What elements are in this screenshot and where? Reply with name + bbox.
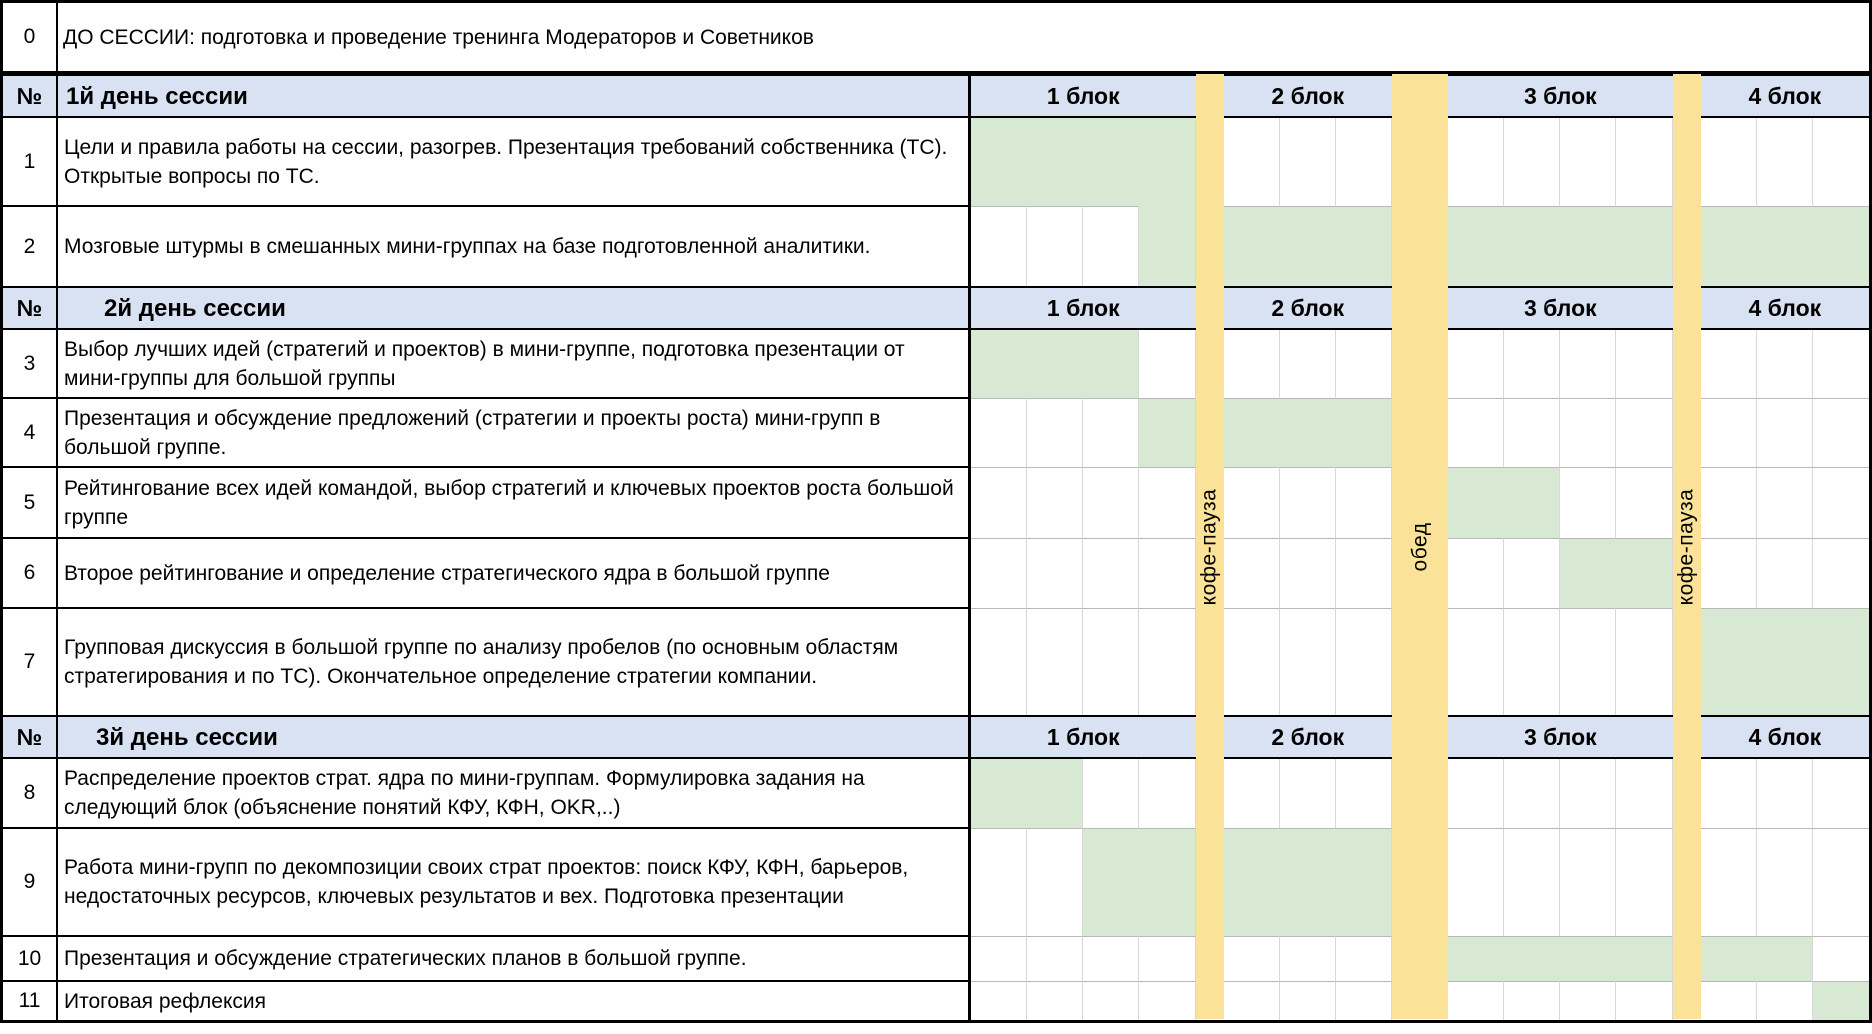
task-number: 6: [3, 539, 58, 609]
empty-slot: [1336, 539, 1392, 609]
empty-slot: [1757, 468, 1813, 539]
task-number: 4: [3, 399, 58, 468]
empty-slot: [1336, 759, 1392, 829]
day-title: 3й день сессии: [58, 717, 971, 757]
task-number: 7: [3, 609, 58, 715]
scheduled-slot: [1336, 207, 1392, 286]
task-description: Мозговые штурмы в смешанных мини-группах на базе подготовленной аналитики.: [58, 207, 971, 286]
scheduled-slot: [1139, 118, 1195, 207]
empty-slot: [1701, 539, 1757, 609]
empty-slot: [1560, 759, 1616, 829]
coffee-break-column-2: [1673, 74, 1701, 1019]
empty-slot: [1757, 982, 1813, 1020]
empty-slot: [1139, 330, 1195, 399]
scheduled-slot: [1504, 937, 1560, 982]
scheduled-slot: [1083, 330, 1139, 399]
empty-slot: [1027, 207, 1083, 286]
scheduled-slot: [1757, 609, 1813, 715]
task-description: Презентация и обсуждение предложений (стратегии и проекты роста) мини-групп в большой группе.: [58, 399, 971, 468]
empty-slot: [1560, 468, 1616, 539]
empty-slot: [971, 829, 1027, 937]
task-description: Презентация и обсуждение стратегических планов в большой группе.: [58, 937, 971, 982]
empty-slot: [1757, 539, 1813, 609]
empty-slot: [1701, 982, 1757, 1020]
empty-slot: [1560, 982, 1616, 1020]
scheduled-slot: [1448, 468, 1504, 539]
empty-slot: [1280, 539, 1336, 609]
block-header: 1 блок: [1046, 82, 1120, 109]
task-row: [3, 829, 1869, 937]
empty-slot: [1757, 399, 1813, 468]
task-number: 9: [3, 829, 58, 937]
empty-slot: [1504, 399, 1560, 468]
block-header: 4 блок: [1748, 723, 1822, 750]
scheduled-slot: [1139, 829, 1195, 937]
block-header: 2 блок: [1271, 82, 1345, 109]
empty-slot: [971, 609, 1027, 715]
task-number: 3: [3, 330, 58, 399]
block-header: 1 блок: [1046, 723, 1120, 750]
empty-slot: [1504, 118, 1560, 207]
task-number: 5: [3, 468, 58, 539]
row-number: 0: [3, 3, 58, 71]
task-row: [3, 982, 1869, 1020]
empty-slot: [1616, 399, 1672, 468]
task-row: [3, 330, 1869, 399]
task-description: Выбор лучших идей (стратегий и проектов) в мини-группе, подготовка презентации от мини-группы для большой группы: [58, 330, 971, 399]
empty-slot: [1336, 118, 1392, 207]
empty-slot: [1280, 118, 1336, 207]
scheduled-slot: [1757, 207, 1813, 286]
empty-slot: [1813, 539, 1869, 609]
empty-slot: [1757, 118, 1813, 207]
task-number: 11: [3, 982, 58, 1020]
empty-slot: [1083, 982, 1139, 1020]
empty-slot: [1448, 759, 1504, 829]
empty-slot: [1139, 982, 1195, 1020]
scheduled-slot: [1083, 829, 1139, 937]
scheduled-slot: [1224, 399, 1280, 468]
empty-slot: [1224, 982, 1280, 1020]
empty-slot: [1083, 207, 1139, 286]
empty-slot: [1757, 330, 1813, 399]
empty-slot: [971, 982, 1027, 1020]
empty-slot: [1448, 982, 1504, 1020]
scheduled-slot: [1336, 399, 1392, 468]
pre-session-row: [3, 3, 1869, 74]
empty-slot: [1448, 829, 1504, 937]
scheduled-slot: [1224, 829, 1280, 937]
scheduled-slot: [1336, 829, 1392, 937]
empty-slot: [1280, 609, 1336, 715]
empty-slot: [1616, 118, 1672, 207]
scheduled-slot: [1139, 207, 1195, 286]
empty-slot: [1224, 118, 1280, 207]
task-row: [3, 399, 1869, 468]
empty-slot: [1701, 759, 1757, 829]
empty-slot: [1560, 829, 1616, 937]
coffee-break-label: кофе-пауза: [1674, 488, 1698, 605]
empty-slot: [1504, 539, 1560, 609]
empty-slot: [1448, 118, 1504, 207]
scheduled-slot: [1083, 118, 1139, 207]
coffee-break-column-1: [1196, 74, 1224, 1019]
block-header: 2 блок: [1271, 723, 1345, 750]
task-description: Цели и правила работы на сессии, разогрев. Презентация требований собственника (ТС). Открытые вопросы по ТС.: [58, 118, 971, 207]
scheduled-slot: [1504, 468, 1560, 539]
empty-slot: [1224, 330, 1280, 399]
empty-slot: [1224, 468, 1280, 539]
coffee-break-label: кофе-пауза: [1197, 488, 1221, 605]
empty-slot: [1280, 759, 1336, 829]
task-row: [3, 207, 1869, 286]
empty-slot: [1083, 539, 1139, 609]
scheduled-slot: [1701, 937, 1757, 982]
num-column-header: №: [3, 717, 58, 757]
block-header: 3 блок: [1523, 723, 1597, 750]
scheduled-slot: [1139, 399, 1195, 468]
scheduled-slot: [1560, 539, 1616, 609]
day-header: [3, 74, 1869, 118]
empty-slot: [1336, 937, 1392, 982]
empty-slot: [1224, 937, 1280, 982]
empty-slot: [1139, 937, 1195, 982]
empty-slot: [1027, 399, 1083, 468]
empty-slot: [1027, 468, 1083, 539]
empty-slot: [1336, 609, 1392, 715]
empty-slot: [1701, 330, 1757, 399]
task-description: Рейтингование всех идей командой, выбор стратегий и ключевых проектов роста большой группе: [58, 468, 971, 539]
task-row: [3, 468, 1869, 539]
empty-slot: [1027, 982, 1083, 1020]
day-title: 1й день сессии: [58, 76, 971, 116]
empty-slot: [971, 468, 1027, 539]
empty-slot: [1280, 330, 1336, 399]
empty-slot: [1560, 330, 1616, 399]
block-header: 3 блок: [1523, 294, 1597, 321]
scheduled-slot: [1448, 207, 1504, 286]
empty-slot: [1813, 829, 1869, 937]
empty-slot: [1224, 609, 1280, 715]
lunch-label: обед: [1408, 522, 1432, 571]
empty-slot: [1139, 609, 1195, 715]
scheduled-slot: [1504, 207, 1560, 286]
scheduled-slot: [1224, 207, 1280, 286]
empty-slot: [1813, 399, 1869, 468]
scheduled-slot: [1027, 118, 1083, 207]
empty-slot: [1813, 759, 1869, 829]
empty-slot: [1701, 468, 1757, 539]
scheduled-slot: [1813, 609, 1869, 715]
day-header: [3, 286, 1869, 330]
scheduled-slot: [1027, 759, 1083, 829]
empty-slot: [1280, 468, 1336, 539]
empty-slot: [1701, 118, 1757, 207]
task-number: 1: [3, 118, 58, 207]
empty-slot: [1027, 829, 1083, 937]
empty-slot: [1616, 982, 1672, 1020]
empty-slot: [1083, 399, 1139, 468]
empty-slot: [1504, 759, 1560, 829]
task-number: 10: [3, 937, 58, 982]
lunch-column: [1392, 74, 1448, 1019]
empty-slot: [1504, 609, 1560, 715]
pre-session-note: ДО СЕССИИ: подготовка и проведение тренинга Модераторов и Советников: [63, 25, 814, 49]
empty-slot: [1616, 609, 1672, 715]
task-description: Групповая дискуссия в большой группе по анализу пробелов (по основным областям стратегирования и по ТС). Окончательное определение стратегии компании.: [58, 609, 971, 715]
scheduled-slot: [1813, 207, 1869, 286]
empty-slot: [1224, 759, 1280, 829]
empty-slot: [1083, 609, 1139, 715]
task-row: [3, 759, 1869, 829]
task-row: [3, 609, 1869, 715]
scheduled-slot: [971, 118, 1027, 207]
empty-slot: [1448, 330, 1504, 399]
block-header: 4 блок: [1748, 294, 1822, 321]
empty-slot: [1083, 759, 1139, 829]
empty-slot: [1027, 937, 1083, 982]
empty-slot: [1560, 118, 1616, 207]
empty-slot: [1813, 118, 1869, 207]
empty-slot: [1280, 982, 1336, 1020]
empty-slot: [1083, 937, 1139, 982]
empty-slot: [1504, 829, 1560, 937]
empty-slot: [1616, 829, 1672, 937]
scheduled-slot: [971, 330, 1027, 399]
task-row: [3, 539, 1869, 609]
empty-slot: [971, 399, 1027, 468]
empty-slot: [1560, 609, 1616, 715]
scheduled-slot: [1280, 399, 1336, 468]
empty-slot: [1448, 539, 1504, 609]
scheduled-slot: [1560, 207, 1616, 286]
scheduled-slot: [1280, 829, 1336, 937]
empty-slot: [1813, 330, 1869, 399]
num-column-header: №: [3, 288, 58, 328]
task-description: Второе рейтингование и определение стратегического ядра в большой группе: [58, 539, 971, 609]
scheduled-slot: [1027, 330, 1083, 399]
empty-slot: [1757, 829, 1813, 937]
block-header: 4 блок: [1748, 82, 1822, 109]
scheduled-slot: [1616, 539, 1672, 609]
empty-slot: [1757, 759, 1813, 829]
empty-slot: [1616, 330, 1672, 399]
scheduled-slot: [1448, 937, 1504, 982]
block-header: 1 блок: [1046, 294, 1120, 321]
task-number: 2: [3, 207, 58, 286]
day-title: 2й день сессии: [58, 288, 971, 328]
empty-slot: [971, 937, 1027, 982]
empty-slot: [1336, 330, 1392, 399]
num-column-header: №: [3, 76, 58, 116]
task-description: Работа мини-групп по декомпозиции своих страт проектов: поиск КФУ, КФН, барьеров, недостаточных ресурсов, ключевых результатов и вех. Подготовка презентации: [58, 829, 971, 937]
scheduled-slot: [1616, 937, 1672, 982]
empty-slot: [1336, 982, 1392, 1020]
task-description: Итоговая рефлексия: [58, 982, 971, 1020]
scheduled-slot: [1701, 207, 1757, 286]
empty-slot: [1139, 468, 1195, 539]
scheduled-slot: [1616, 207, 1672, 286]
empty-slot: [1813, 937, 1869, 982]
empty-slot: [1616, 468, 1672, 539]
block-header: 3 блок: [1523, 82, 1597, 109]
empty-slot: [1336, 468, 1392, 539]
empty-slot: [1560, 399, 1616, 468]
scheduled-slot: [971, 759, 1027, 829]
empty-slot: [1448, 399, 1504, 468]
empty-slot: [971, 539, 1027, 609]
scheduled-slot: [1757, 937, 1813, 982]
empty-slot: [1139, 759, 1195, 829]
scheduled-slot: [1280, 207, 1336, 286]
task-number: 8: [3, 759, 58, 829]
task-row: [3, 937, 1869, 982]
empty-slot: [1224, 539, 1280, 609]
empty-slot: [1616, 759, 1672, 829]
block-header: 2 блок: [1271, 294, 1345, 321]
empty-slot: [1280, 937, 1336, 982]
empty-slot: [1504, 982, 1560, 1020]
task-row: [3, 118, 1869, 207]
empty-slot: [1027, 609, 1083, 715]
scheduled-slot: [1813, 982, 1869, 1020]
empty-slot: [1813, 468, 1869, 539]
empty-slot: [1027, 539, 1083, 609]
empty-slot: [1504, 330, 1560, 399]
empty-slot: [1139, 539, 1195, 609]
empty-slot: [1448, 609, 1504, 715]
empty-slot: [1701, 399, 1757, 468]
scheduled-slot: [1560, 937, 1616, 982]
scheduled-slot: [1701, 609, 1757, 715]
empty-slot: [1701, 829, 1757, 937]
day-header: [3, 715, 1869, 759]
task-description: Распределение проектов страт. ядра по мини-группам. Формулировка задания на следующий блок (объяснение понятий КФУ, КФН, OKR,..): [58, 759, 971, 829]
empty-slot: [971, 207, 1027, 286]
empty-slot: [1083, 468, 1139, 539]
